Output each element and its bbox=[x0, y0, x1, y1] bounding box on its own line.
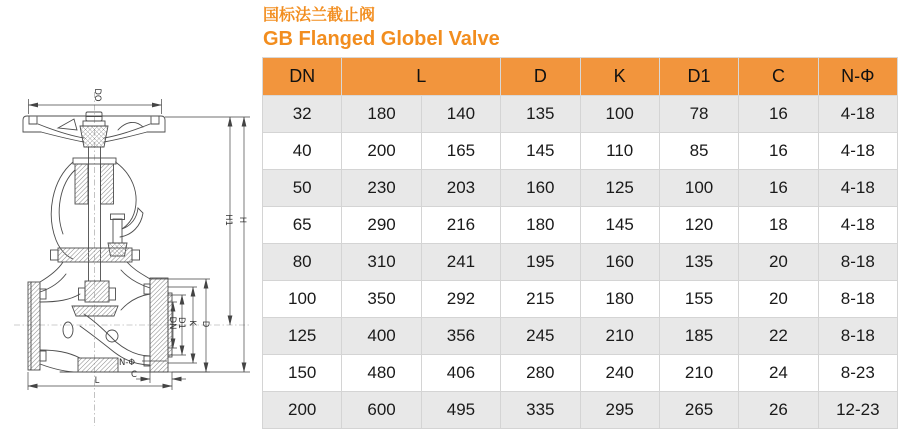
table-cell: 85 bbox=[659, 133, 738, 170]
table-cell: 150 bbox=[263, 355, 342, 392]
table-cell: 125 bbox=[580, 170, 659, 207]
handwheel bbox=[23, 112, 165, 147]
table-cell: 50 bbox=[263, 170, 342, 207]
table-cell: 110 bbox=[580, 133, 659, 170]
table-cell: 200 bbox=[342, 133, 421, 170]
col-header-c: C bbox=[739, 58, 818, 96]
table-cell: 20 bbox=[739, 281, 818, 318]
table-cell: 165 bbox=[421, 133, 500, 170]
dim-label-do: DO bbox=[92, 88, 102, 102]
table-cell: 16 bbox=[739, 96, 818, 133]
table-cell: 160 bbox=[580, 244, 659, 281]
col-header-dn: DN bbox=[263, 58, 342, 96]
table-cell: 4-18 bbox=[818, 207, 897, 244]
table-cell: 210 bbox=[659, 355, 738, 392]
table-cell: 155 bbox=[659, 281, 738, 318]
col-header-l: L bbox=[342, 58, 501, 96]
dim-label-k: K bbox=[187, 320, 197, 326]
table-cell: 8-18 bbox=[818, 244, 897, 281]
table-cell: 295 bbox=[580, 392, 659, 429]
table-cell: 406 bbox=[421, 355, 500, 392]
table-cell: 16 bbox=[739, 133, 818, 170]
table-cell: 495 bbox=[421, 392, 500, 429]
table-cell: 135 bbox=[659, 244, 738, 281]
table-row bbox=[263, 170, 898, 207]
table-cell: 310 bbox=[342, 244, 421, 281]
table-row bbox=[263, 318, 898, 355]
table-cell: 12-23 bbox=[818, 392, 897, 429]
table-cell: 185 bbox=[659, 318, 738, 355]
table-row bbox=[263, 355, 898, 392]
table-cell: 40 bbox=[263, 133, 342, 170]
table-cell: 245 bbox=[501, 318, 580, 355]
table-cell: 230 bbox=[342, 170, 421, 207]
table-cell: 24 bbox=[739, 355, 818, 392]
table-cell: 600 bbox=[342, 392, 421, 429]
table-cell: 8-18 bbox=[818, 281, 897, 318]
col-header-nphi: N-Φ bbox=[818, 58, 897, 96]
table-cell: 120 bbox=[659, 207, 738, 244]
table-cell: 180 bbox=[501, 207, 580, 244]
dim-label-dn: DN bbox=[167, 316, 177, 330]
table-cell: 32 bbox=[263, 96, 342, 133]
table-row bbox=[263, 281, 898, 318]
table-cell: 265 bbox=[659, 392, 738, 429]
spec-table bbox=[262, 57, 898, 429]
table-cell: 4-18 bbox=[818, 96, 897, 133]
table-cell: 356 bbox=[421, 318, 500, 355]
spec-table-body bbox=[263, 96, 898, 429]
table-cell: 8-23 bbox=[818, 355, 897, 392]
dim-label-n-phi: N-Φ bbox=[119, 358, 136, 368]
table-cell: 480 bbox=[342, 355, 421, 392]
table-cell: 20 bbox=[739, 244, 818, 281]
table-cell: 26 bbox=[739, 392, 818, 429]
dim-label-c: C bbox=[131, 370, 137, 380]
dim-label-h: H bbox=[237, 216, 247, 224]
table-cell: 135 bbox=[501, 96, 580, 133]
dim-label-l: L bbox=[94, 376, 100, 386]
table-header-row bbox=[263, 58, 898, 96]
table-cell: 240 bbox=[580, 355, 659, 392]
title-block bbox=[263, 6, 500, 51]
dim-label-d: D bbox=[200, 320, 210, 328]
table-cell: 145 bbox=[501, 133, 580, 170]
col-header-d: D bbox=[501, 58, 580, 96]
title-english: GB Flanged Globel Valve bbox=[263, 28, 500, 50]
title-chinese: 国标法兰截止阀 bbox=[263, 7, 376, 24]
table-row bbox=[263, 207, 898, 244]
table-cell: 335 bbox=[501, 392, 580, 429]
bonnet bbox=[51, 248, 140, 262]
col-header-k: K bbox=[580, 58, 659, 96]
table-cell: 280 bbox=[501, 355, 580, 392]
table-cell: 100 bbox=[580, 96, 659, 133]
table-cell: 8-18 bbox=[818, 318, 897, 355]
table-cell: 292 bbox=[421, 281, 500, 318]
col-header-d1: D1 bbox=[659, 58, 738, 96]
table-cell: 22 bbox=[739, 318, 818, 355]
table-cell: 215 bbox=[501, 281, 580, 318]
table-cell: 180 bbox=[342, 96, 421, 133]
table-row bbox=[263, 96, 898, 133]
valve-diagram bbox=[0, 80, 260, 432]
table-cell: 200 bbox=[263, 392, 342, 429]
dim-label-d1: D1 bbox=[176, 317, 186, 329]
table-cell: 18 bbox=[739, 207, 818, 244]
table-row bbox=[263, 392, 898, 429]
table-cell: 145 bbox=[580, 207, 659, 244]
table-cell: 160 bbox=[501, 170, 580, 207]
table-cell: 16 bbox=[739, 170, 818, 207]
table-cell: 4-18 bbox=[818, 133, 897, 170]
table-cell: 78 bbox=[659, 96, 738, 133]
table-cell: 241 bbox=[421, 244, 500, 281]
table-cell: 80 bbox=[263, 244, 342, 281]
table-row bbox=[263, 133, 898, 170]
table-cell: 290 bbox=[342, 207, 421, 244]
table-cell: 180 bbox=[580, 281, 659, 318]
table-cell: 216 bbox=[421, 207, 500, 244]
table-cell: 4-18 bbox=[818, 170, 897, 207]
table-cell: 350 bbox=[342, 281, 421, 318]
table-cell: 203 bbox=[421, 170, 500, 207]
valve-body bbox=[28, 262, 172, 372]
table-cell: 210 bbox=[580, 318, 659, 355]
table-cell: 140 bbox=[421, 96, 500, 133]
table-cell: 65 bbox=[263, 207, 342, 244]
table-cell: 195 bbox=[501, 244, 580, 281]
table-cell: 100 bbox=[659, 170, 738, 207]
table-cell: 400 bbox=[342, 318, 421, 355]
table-cell: 100 bbox=[263, 281, 342, 318]
table-row bbox=[263, 244, 898, 281]
table-cell: 125 bbox=[263, 318, 342, 355]
dim-label-h1: H1 bbox=[223, 214, 233, 226]
